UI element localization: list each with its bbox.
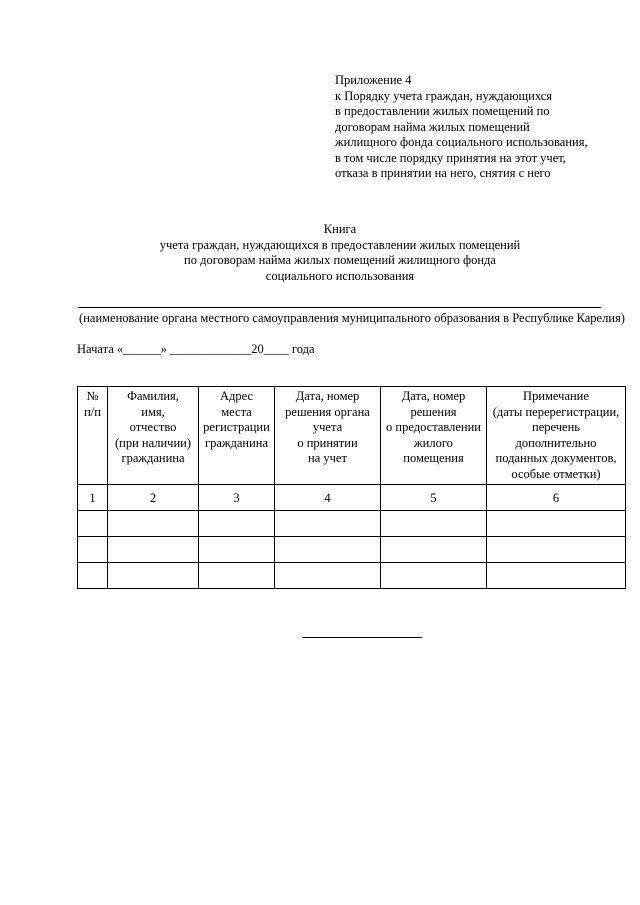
appendix-line: Приложение 4: [335, 73, 412, 87]
empty-cell: [275, 511, 381, 537]
column-number: 5: [381, 485, 487, 511]
empty-cell: [78, 563, 108, 589]
title-line: Книга: [323, 222, 357, 236]
column-number: 1: [78, 485, 108, 511]
empty-cell: [381, 563, 487, 589]
org-name-blank-line: [78, 298, 601, 308]
appendix-note: [335, 73, 635, 182]
column-number-row: [78, 485, 626, 511]
empty-cell: [108, 511, 199, 537]
table-header-row: [78, 387, 626, 485]
appendix-line: в том числе порядку принятия на этот учет,: [335, 150, 566, 165]
column-number: 6: [487, 485, 626, 511]
org-name-caption: (наименование органа местного самоуправления муниципального образования в Республике Карелия): [79, 311, 625, 325]
empty-cell: [381, 537, 487, 563]
closing-rule: [302, 627, 422, 638]
empty-cell: [381, 511, 487, 537]
header-cell-notes: Примечание (даты перерегистрации, перечень дополнительно поданных документов, особые отметки): [487, 387, 626, 485]
empty-cell: [275, 537, 381, 563]
header-cell-provision-decision: Дата, номер решения о предоставлении жилого помещения: [381, 387, 487, 485]
table-row: [78, 511, 626, 537]
table-row: [78, 537, 626, 563]
column-number: 4: [275, 485, 381, 511]
appendix-line: к Порядку учета граждан, нуждающихся: [335, 88, 553, 103]
empty-cell: [78, 537, 108, 563]
started-date-line: Начата «______» _____________20____ года: [77, 342, 315, 356]
column-number: 2: [108, 485, 199, 511]
appendix-line: отказа в принятии на него, снятия с него: [335, 166, 551, 180]
empty-cell: [199, 537, 275, 563]
empty-cell: [199, 511, 275, 537]
header-cell-address: Адрес места регистрации гражданина: [199, 387, 275, 485]
document-title: [0, 222, 640, 284]
empty-cell: [108, 563, 199, 589]
empty-cell: [487, 563, 626, 589]
appendix-line: в предоставлении жилых помещений по: [335, 104, 550, 118]
empty-cell: [487, 537, 626, 563]
table-row: [78, 563, 626, 589]
empty-cell: [275, 563, 381, 589]
column-number: 3: [199, 485, 275, 511]
empty-cell: [78, 511, 108, 537]
header-cell-name: Фамилия, имя, отчество (при наличии) гражданина: [108, 387, 199, 485]
appendix-line: договорам найма жилых помещений: [335, 119, 530, 134]
header-cell-registration-decision: Дата, номер решения органа учета о принятии на учет: [275, 387, 381, 485]
title-line: по договорам найма жилых помещений жилищного фонда: [184, 253, 496, 267]
appendix-line: жилищного фонда социального использования,: [335, 135, 588, 149]
empty-cell: [487, 511, 626, 537]
header-cell-number: № п/п: [78, 387, 108, 485]
title-line: социального использования: [265, 268, 415, 283]
empty-cell: [108, 537, 199, 563]
registry-table: [77, 386, 626, 589]
title-line: учета граждан, нуждающихся в предоставлении жилых помещений: [159, 237, 521, 252]
empty-cell: [199, 563, 275, 589]
